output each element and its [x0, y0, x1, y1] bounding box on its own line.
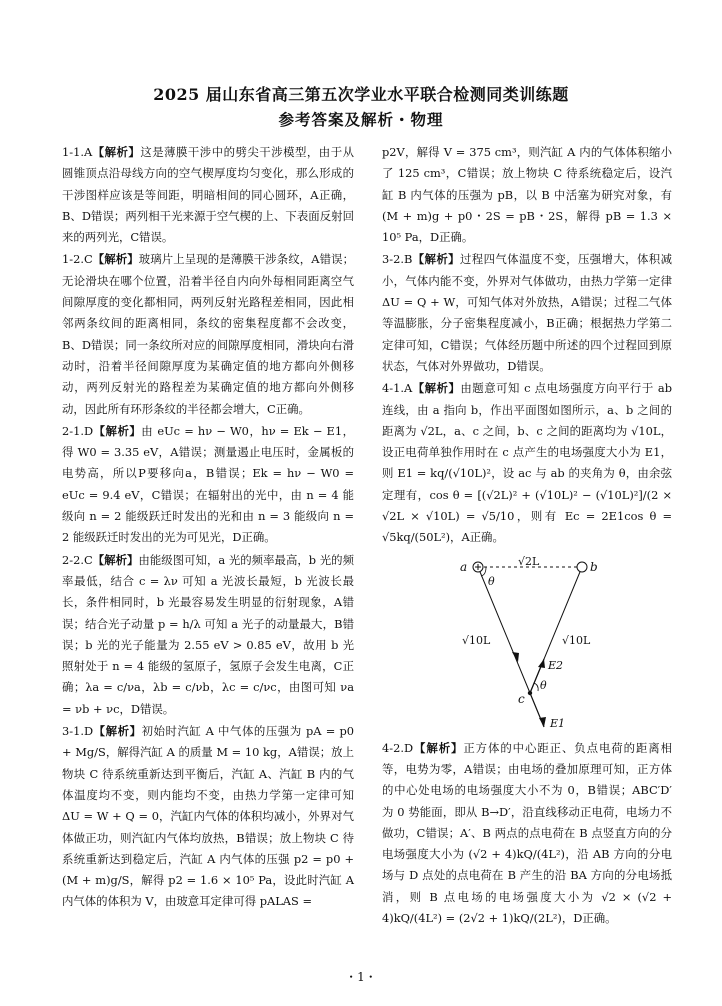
- ac-arrow: [512, 652, 519, 662]
- answer-text: 正方体的中心距正、负点电荷的距离相等，电势为零，A错误；由电场的叠加原理可知，正方体的中心处电场的电场强度大小不为 0，B错误；ABC′D′ 为 0 势能面，即从 B→D′，沿直线移动正电荷，电场力不做功，C错误；A′、B 两点的点电荷在 B 点竖直方向的分电场强度大小为 (√2 + 4)kQ/(4L²)，沿 AB 方向的分电场与 D 点处的点电荷在 B 产生的沿 BA 方向的分电场抵消，则 B 点电场的电场强度大小为 √2 × (√2 + 4)kQ/(4L²) = (2√2 + 1)kQ/(2L²)，D正确。: [382, 740, 672, 926]
- label-theta-bottom: θ: [540, 678, 547, 692]
- analysis-tag: 【解析】: [413, 740, 464, 755]
- answer-text: 这是薄膜干涉中的劈尖干涉模型，由于从圆锥顶点沿母线方向的空气楔厚度均匀变化，那么形成的干涉图样应该是等间距，明暗相间的同心圆环，A正确，B、D错误；两列相干光来源于空气楔的上、下表面反射回来的两列光，C错误。: [62, 145, 354, 245]
- analysis-tag: 【解析】: [93, 423, 142, 438]
- label-theta-top: θ: [488, 574, 495, 588]
- label-b: b: [590, 559, 598, 574]
- label-a: a: [460, 559, 468, 574]
- analysis-tag: 【解析】: [93, 724, 142, 739]
- answer-number: 1-2.C: [62, 252, 93, 267]
- point-c: [528, 690, 532, 694]
- document-title: 2025 届山东省高三第五次学业水平联合检测同类训练题: [153, 85, 569, 104]
- answer-item-3-2: [382, 249, 672, 377]
- answer-item-1-1: [62, 142, 354, 248]
- answer-number: 4-2.D: [382, 740, 414, 755]
- e2-arrowhead: [538, 659, 545, 668]
- answer-item-4-2: [382, 738, 672, 930]
- analysis-tag: 【解析】: [92, 252, 139, 267]
- analysis-tag: 【解析】: [92, 145, 141, 159]
- left-column: [62, 142, 354, 914]
- answer-number: 1-1.A: [62, 145, 93, 159]
- answer-number: 3-2.B: [382, 252, 413, 267]
- label-c: c: [518, 691, 525, 706]
- angle-arc-bottom: [534, 683, 538, 691]
- e1-arrowhead: [539, 717, 546, 727]
- answer-item-4-1: [382, 378, 672, 548]
- answer-item-2-2: [62, 550, 354, 720]
- diagram-svg: [382, 555, 672, 730]
- document-subtitle: 参考答案及解析・物理: [278, 110, 444, 129]
- answer-number: 3-1.D: [62, 724, 94, 739]
- answer-number: 2-1.D: [62, 423, 94, 438]
- electric-field-diagram: [382, 555, 672, 730]
- answer-number: 4-1.A: [382, 381, 413, 396]
- label-ac: √10L: [462, 633, 491, 647]
- label-ab: √2L: [518, 554, 540, 568]
- answer-text: 由题意可知 c 点电场强度方向平行于 ab 连线，由 a 指向 b，作出平面图如图所示，a、b 之间的距离为 √2L，a、c 之间，b、c 之间的距离均为 √10L，设正电荷单独作用时在 c 点产生的电场强度大小为 E1，则 E1 = kq/(√10L)²，设 ac 与 ab 的夹角为 θ，由余弦定理有，cos θ = [(√2L)² + (√10L)² − (√10L)²]/(2 × √2L × √10L) = √5/10，则有 Ec = 2E1cos θ = √5kq/(50L²)，A正确。: [382, 381, 672, 545]
- answer-text: 由 eUc = hν − W0，hν = Ek − E1，得 W0 = 3.35 eV，A错误；测量遏止电压时，金属板的电势高，所以P要移向a，B错误；Ek = hν − W0 = eUc = 9.4 eV，C错误；在辐射出的光中，由 n = 4 能级向 n = 2 能级跃迁时发出的光和由 n = 3 能级向 n = 2 能级跃迁时发出的光为可见光，D正确。: [62, 423, 354, 545]
- page-number: ・1・: [345, 970, 377, 984]
- right-column: [382, 142, 672, 930]
- answer-text: 初始时汽缸 A 中气体的压强为 pA = p0 + Mg/S，解得汽缸 A 的质量 M = 10 kg，A错误；放上物块 C 待系统重新达到平衡后，汽缸 A、汽缸 B 内的气体温度均不变，则内能均不变，由热力学第一定律可知 ΔU = W + Q = 0，汽缸内气体的体积均减小，外界对气体做正功，则汽缸内气体均放热，B错误；放上物块 C 待系统重新达到稳定后，汽缸 A 内气体的压强 p2 = p0 + (M + m)g/S，解得 p2 = 1.6 × 10⁵ Pa，设此时汽缸 A 内气体的体积为 V，由玻意耳定律可得 pALAS =: [62, 724, 354, 909]
- analysis-tag: 【解析】: [412, 252, 460, 267]
- label-e1: E1: [550, 716, 566, 730]
- answer-text: 由能级图可知，a 光的频率最高，b 光的频率最低，结合 c = λν 可知 a 光波长最短，b 光波长最长，条件相同时，b 光最容易发生明显的衍射现象，A错误；结合光子动量 p = h/λ 可知 a 光子的动量最大，B错误；b 光的光子能量为 2.55 eV > 0.85 eV，故用 b 光照射处于 n = 4 能级的氢原子，氢原子会发生电离，C正确；λa = c/νa，λb = c/νb，λc = c/νc，由图可知 νa = νb + νc，D错误。: [62, 552, 354, 716]
- answer-text: 过程四气体温度不变，压强增大，体积减小，气体内能不变，外界对气体做功，由热力学第一定律 ΔU = Q + W，可知气体对外放热，A错误；过程二气体等温膨胀，分子密集程度减小，B正确；根据热力学第二定律可知，C错误；气体经历题中所述的四个过程回到原状态，气体对外界做功，D错误。: [382, 252, 672, 373]
- label-e2: E2: [548, 658, 564, 672]
- answer-item-2-1: [62, 421, 354, 549]
- analysis-tag: 【解析】: [412, 381, 461, 396]
- analysis-tag: 【解析】: [92, 552, 139, 567]
- answer-text: 玻璃片上呈现的是薄膜干涉条纹，A错误；无论滑块在哪个位置，沿着半径自内向外每相同距离空气间隙厚度的变化都相同，两列反射光路程差相同，因此相邻两条纹间的距离相同，条纹的密集程度都不会改变，B、D错误；同一条纹所对应的间隙厚度相同，滑块向右滑动时，沿着半径间隙厚度为某确定值的地方都向外侧移动，两列反射光的路程差为某确定值的地方都向外侧移动，因此所有环形条纹的半径都会增大，C正确。: [62, 252, 354, 416]
- label-bc: √10L: [562, 633, 591, 647]
- charge-b: [577, 562, 587, 572]
- answer-item-3-1-continued: [382, 142, 672, 248]
- answer-number: 2-2.C: [62, 552, 93, 567]
- answer-item-1-2: [62, 249, 354, 419]
- answer-text: p2V，解得 V = 375 cm³，则汽缸 A 内的气体体积缩小了 125 cm³，C错误；放上物块 C 待系统稳定后，设汽缸 B 内气体的压强为 pB，以 B 中活塞为研究对象，有 (M + m)g + p0・2S = pB・2S，解得 pB = 1.3 × 10⁵ Pa，D正确。: [382, 145, 672, 245]
- answer-item-3-1: [62, 721, 354, 913]
